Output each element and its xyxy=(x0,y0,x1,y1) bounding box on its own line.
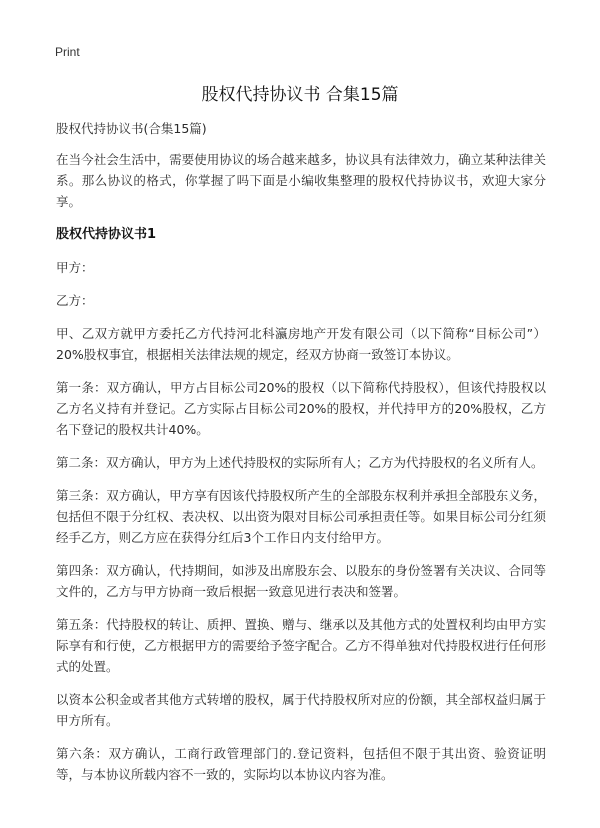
article-1: 第一条：双方确认，甲方占目标公司20%的股权（以下简称代持股权），但该代持股权以乙方名义持有并登记。乙方实际占目标公司20%的股权，并代持甲方的20%股权，乙方名下登记的股权共计40%。 xyxy=(56,380,546,437)
section-heading: 股权代持协议书1 xyxy=(56,227,157,242)
party-a-line: 甲方： xyxy=(56,260,94,275)
capital-reserve-paragraph: 以资本公积金或者其他方式转增的股权，属于代持股权所对应的份额，其全部权益归属于甲方所有。 xyxy=(56,692,546,728)
article-5: 第五条：代持股权的转让、质押、置换、赠与、继承以及其他方式的处置权利均由甲方实际享有和行使，乙方根据甲方的需要给予签字配合。乙方不得单独对代持股权进行任何形式的处置。 xyxy=(56,617,546,674)
article-6: 第六条：双方确认，工商行政管理部门的.登记资料，包括但不限于其出资、验资证明等，与本协议所载内容不一致的，实际均以本协议内容为准。 xyxy=(56,746,546,782)
party-b-line: 乙方： xyxy=(56,293,94,308)
article-2: 第二条：双方确认，甲方为上述代持股权的实际所有人；乙方为代持股权的名义所有人。 xyxy=(56,455,544,470)
intro-paragraph: 在当今社会生活中，需要使用协议的场合越来越多，协议具有法律效力，确立某种法律关系。那么协议的格式，你掌握了吗下面是小编收集整理的股权代持协议书，欢迎大家分享。 xyxy=(56,152,546,209)
agreement-preamble: 甲、乙双方就甲方委托乙方代持河北科瀛房地产开发有限公司（以下简称“目标公司”）20%股权事宜，根据相关法律法规的规定，经双方协商一致签订本协议。 xyxy=(56,326,546,362)
article-3: 第三条：双方确认，甲方享有因该代持股权所产生的全部股东权利并承担全部股东义务，包括但不限于分红权、表决权、以出资为限对目标公司承担责任等。如果目标公司分红须经手乙方，则乙方应在获得分红后3个工作日内支付给甲方。 xyxy=(56,488,546,545)
article-4: 第四条：双方确认，代持期间，如涉及出席股东会、以股东的身份签署有关决议、合同等文件的，乙方与甲方协商一致后根据一致意见进行表决和签署。 xyxy=(56,563,546,599)
print-label[interactable]: Print xyxy=(55,45,80,59)
page-title: 股权代持协议书 合集15篇 xyxy=(201,85,399,105)
document-subtitle: 股权代持协议书(合集15篇) xyxy=(56,121,207,136)
document-body xyxy=(56,118,546,797)
